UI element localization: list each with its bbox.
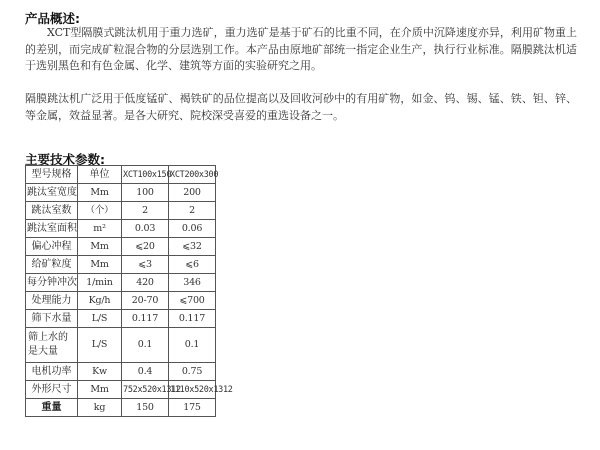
row-unit: 1/min: [78, 274, 122, 292]
row-value-1: 150: [122, 399, 169, 417]
row-unit: Mm: [78, 256, 122, 274]
row-value-1: 420: [122, 274, 169, 292]
row-value-1: 752x520x1312: [122, 381, 169, 399]
table-row: [26, 363, 216, 381]
row-unit: kg: [78, 399, 122, 417]
row-unit: L/S: [78, 310, 122, 328]
row-label: 跳汰室面积: [26, 220, 78, 238]
row-value-2: 175: [169, 399, 216, 417]
table-row: [26, 184, 216, 202]
overview-paragraph-2: 隔膜跳汰机广泛用于低度锰矿、褐铁矿的品位提高以及回收河砂中的有用矿物，如金、钨、锡、锰、铁、钽、锌、等金属，效益显著。是各大研究、院校深受喜爱的重选设备之一。: [25, 92, 577, 122]
row-value-1: 0.1: [122, 328, 169, 363]
row-value-1: 0.4: [122, 363, 169, 381]
row-value-1: 2: [122, 202, 169, 220]
row-unit: Kg/h: [78, 292, 122, 310]
table-row: [26, 220, 216, 238]
overview-paragraph-1: XCT型隔膜式跳汰机用于重力选矿，重力选矿是基于矿石的比重不同，在介质中沉降速度亦异，利用矿物重上的差别，而完成矿粒混合物的分层选别工作。本产品由原地矿部统一指定企业生产，执行行业标准。隔膜跳汰机适于选别黑色和有色金属、化学、建筑等方面的实验研究之用。: [25, 26, 577, 72]
row-label: 偏心冲程: [26, 238, 78, 256]
row-unit: Mm: [78, 238, 122, 256]
row-label: 电机功率: [26, 363, 78, 381]
row-value-1: ⩽20: [122, 238, 169, 256]
header-model-2: XCT200x300: [169, 166, 216, 184]
row-value-1: 100: [122, 184, 169, 202]
row-label: 处理能力: [26, 292, 78, 310]
row-value-2: 200: [169, 184, 216, 202]
header-model: 型号规格: [26, 166, 78, 184]
table-row: [26, 274, 216, 292]
row-label: 给矿粒度: [26, 256, 78, 274]
table-row: [26, 310, 216, 328]
row-label: 筛下水量: [26, 310, 78, 328]
row-label: 跳汰室宽度: [26, 184, 78, 202]
row-value-2: ⩽32: [169, 238, 216, 256]
row-value-1: ⩽3: [122, 256, 169, 274]
row-value-2: 0.75: [169, 363, 216, 381]
specs-heading: 主要技术参数:: [25, 152, 105, 167]
row-value-2: 1110x520x1312: [169, 381, 216, 399]
specs-table: [25, 165, 233, 417]
row-value-1: 0.03: [122, 220, 169, 238]
table-row: [26, 292, 216, 310]
table-row: [26, 202, 216, 220]
row-unit: L/S: [78, 328, 122, 363]
row-value-1: 0.117: [122, 310, 169, 328]
row-value-2: 2: [169, 202, 216, 220]
table-header-row: [26, 166, 216, 184]
row-unit: Mm: [78, 381, 122, 399]
row-unit: Mm: [78, 184, 122, 202]
row-label: 每分钟冲次: [26, 274, 78, 292]
row-value-2: ⩽700: [169, 292, 216, 310]
header-unit: 单位: [78, 166, 122, 184]
row-label: 重量: [26, 399, 78, 417]
row-value-2: 346: [169, 274, 216, 292]
row-unit: m²: [78, 220, 122, 238]
table-row: [26, 238, 216, 256]
table-row: [26, 399, 216, 417]
table-row: [26, 381, 216, 399]
row-value-2: 0.1: [169, 328, 216, 363]
row-unit: （个）: [78, 202, 122, 220]
row-label: 外形尺寸: [26, 381, 78, 399]
table-row: [26, 256, 216, 274]
row-value-1: 20-70: [122, 292, 169, 310]
row-value-2: 0.06: [169, 220, 216, 238]
header-model-1: XCT100x150: [122, 166, 169, 184]
row-value-2: ⩽6: [169, 256, 216, 274]
row-value-2: 0.117: [169, 310, 216, 328]
row-unit: Kw: [78, 363, 122, 381]
row-label: 跳汰室数: [26, 202, 78, 220]
table-row: [26, 328, 216, 363]
overview-heading: 产品概述:: [25, 11, 80, 26]
row-label: 筛上水的是大量: [26, 328, 78, 363]
